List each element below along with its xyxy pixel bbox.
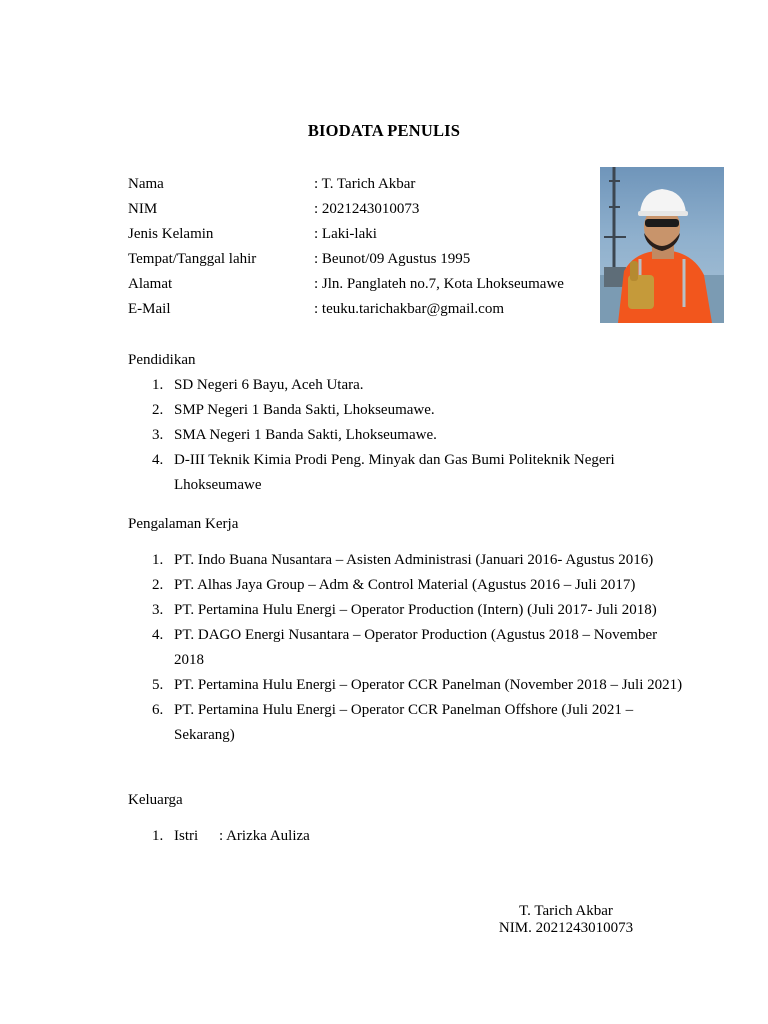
pendidikan-heading: Pendidikan (128, 352, 196, 368)
list-number: 6. (152, 702, 164, 718)
biodata-value: : Laki-laki (314, 226, 377, 242)
keluarga-heading: Keluarga (128, 792, 183, 808)
biodata-value: : 2021243010073 (314, 201, 420, 217)
list-item (128, 623, 688, 673)
list-text: PT. Pertamina Hulu Energi – Operator CCR Panelman Offshore (Juli 2021 – Sekarang) (174, 702, 634, 743)
signature-block (466, 903, 666, 937)
biodata-label: Alamat (128, 276, 173, 292)
biodata-value: : T. Tarich Akbar (314, 176, 416, 192)
signature-nim: NIM. 2021243010073 (498, 920, 634, 936)
biodata-value: : Jln. Panglateh no.7, Kota Lhokseumawe (314, 276, 564, 292)
biodata-label: Tempat/Tanggal lahir (128, 251, 257, 267)
list-number: 1. (152, 377, 164, 393)
biodata-label: E-Mail (128, 301, 171, 317)
biodata-label: Jenis Kelamin (128, 226, 214, 242)
pendidikan-list (128, 373, 688, 498)
list-text: D-III Teknik Kimia Prodi Peng. Minyak dan Gas Bumi Politeknik Negeri Lhokseumawe (174, 452, 615, 493)
list-text: PT. DAGO Energi Nusantara – Operator Production (Agustus 2018 – November 2018 (174, 627, 658, 668)
list-number: 2. (152, 402, 164, 418)
list-item (128, 448, 688, 498)
list-text: SD Negeri 6 Bayu, Aceh Utara. (174, 377, 364, 393)
list-number: 4. (152, 627, 164, 643)
biodata-label: Nama (128, 176, 164, 192)
list-text: PT. Alhas Jaya Group – Adm & Control Material (Agustus 2016 – Juli 2017) (174, 577, 636, 593)
list-item (128, 598, 688, 623)
list-number: 2. (152, 577, 164, 593)
biodata-value: : Beunot/09 Agustus 1995 (314, 251, 471, 267)
list-item (128, 698, 688, 748)
list-item (128, 548, 688, 573)
list-item (128, 423, 688, 448)
list-text: SMA Negeri 1 Banda Sakti, Lhokseumawe. (174, 427, 437, 443)
list-text: PT. Indo Buana Nusantara – Asisten Administrasi (Januari 2016- Agustus 2016) (174, 552, 654, 568)
list-item (128, 673, 688, 698)
list-number: 5. (152, 677, 164, 693)
list-number: 3. (152, 602, 164, 618)
page-title: BIODATA PENULIS (307, 121, 461, 140)
list-text: SMP Negeri 1 Banda Sakti, Lhokseumawe. (174, 402, 435, 418)
list-item (128, 824, 688, 849)
biodata-value: : teuku.tarichakbar@gmail.com (314, 301, 504, 317)
signature-name: T. Tarich Akbar (519, 903, 613, 919)
biodata-label: NIM (128, 201, 158, 217)
list-text: PT. Pertamina Hulu Energi – Operator CCR Panelman (November 2018 – Juli 2021) (174, 677, 683, 693)
list-number: 3. (152, 427, 164, 443)
pengalaman-kerja-list (128, 548, 688, 748)
list-item (128, 373, 688, 398)
list-number: 1. (152, 828, 164, 844)
pengalaman-kerja-heading: Pengalaman Kerja (128, 516, 239, 532)
list-number: 1. (152, 552, 164, 568)
keluarga-list (128, 824, 688, 849)
list-item (128, 398, 688, 423)
list-text: PT. Pertamina Hulu Energi – Operator Production (Intern) (Juli 2017- Juli 2018) (174, 602, 657, 618)
list-item (128, 573, 688, 598)
keluarga-value: : Arizka Auliza (219, 828, 310, 844)
keluarga-label: Istri (174, 828, 199, 844)
list-number: 4. (152, 452, 164, 468)
author-photo-illustration (600, 167, 724, 323)
author-photo (600, 167, 724, 323)
